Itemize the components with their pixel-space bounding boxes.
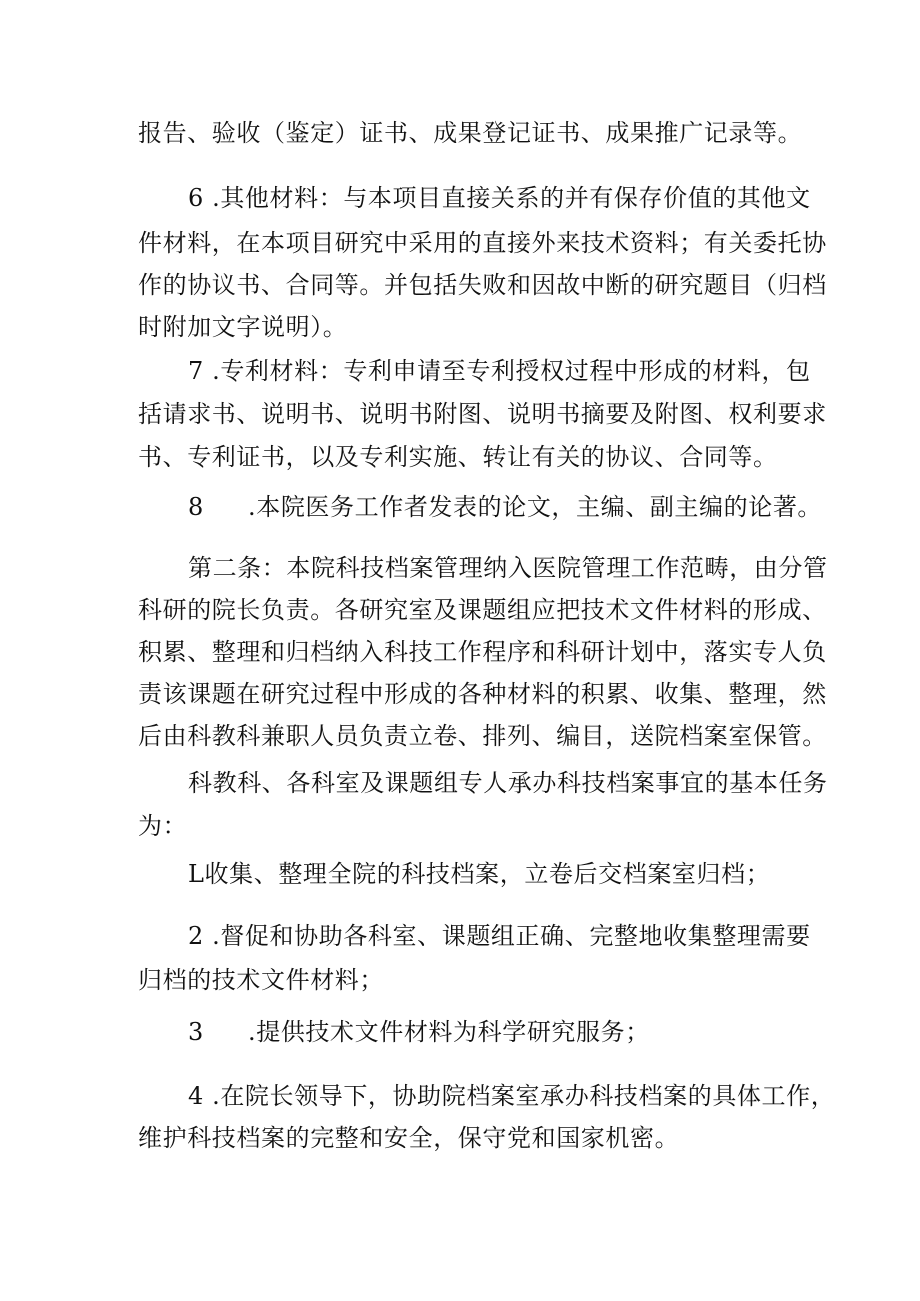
text-line: 后由科教科兼职人员负责立卷、排列、编目，送院档案室保管。 bbox=[138, 722, 827, 750]
list-number: 8 bbox=[188, 493, 204, 521]
text-line: 为： bbox=[138, 812, 188, 840]
text-line: 第二条：本院科技档案管理纳入医院管理工作范畴，由分管 bbox=[188, 554, 828, 582]
text-line: 维护科技档案的完整和安全，保守党和国家机密。 bbox=[138, 1124, 680, 1152]
text-line: 件材料，在本项目研究中采用的直接外来技术资料；有关委托协 bbox=[138, 229, 827, 257]
list-text: .本院医务工作者发表的论文，主编、副主编的论著。 bbox=[248, 493, 823, 521]
text-line: 责该课题在研究过程中形成的各种材料的积累、收集、整理，然 bbox=[138, 680, 827, 708]
text-line: 归档的技术文件材料； bbox=[138, 966, 384, 994]
text-line: 科教科、各科室及课题组专人承办科技档案事宜的基本任务 bbox=[188, 769, 828, 797]
text-line: 2 .督促和协助各科室、课题组正确、完整地收集整理需要 bbox=[188, 922, 811, 950]
text-line: 书、专利证书，以及专利实施、转让有关的协议、合同等。 bbox=[138, 443, 778, 471]
text-line: L收集、整理全院的科技档案，立卷后交档案室归档； bbox=[188, 860, 771, 888]
text-line bbox=[188, 492, 822, 522]
text-line: 6 .其他材料：与本项目直接关系的并有保存价值的其他文 bbox=[188, 184, 811, 212]
text-line bbox=[188, 1017, 650, 1047]
text-line: 积累、整理和归档纳入科技工作程序和科研计划中，落实专人负 bbox=[138, 638, 827, 666]
text-line: 括请求书、说明书、说明书附图、说明书摘要及附图、权利要求 bbox=[138, 400, 827, 428]
text-line: 4 .在院长领导下，协助院档案室承办科技档案的具体工作， bbox=[188, 1082, 836, 1110]
text-line: 报告、验收（鉴定）证书、成果登记证书、成果推广记录等。 bbox=[138, 119, 803, 147]
text-line: 7 .专利材料：专利申请至专利授权过程中形成的材料，包 bbox=[188, 357, 811, 385]
list-text: .提供技术文件材料为科学研究服务； bbox=[248, 1018, 650, 1046]
list-number: 3 bbox=[188, 1018, 204, 1046]
text-line: 时附加文字说明）。 bbox=[138, 313, 348, 341]
text-line: 作的协议书、合同等。并包括失败和因故中断的研究题目（归档 bbox=[138, 271, 827, 299]
text-line: 科研的院长负责。各研究室及课题组应把技术文件材料的形成、 bbox=[138, 596, 827, 624]
